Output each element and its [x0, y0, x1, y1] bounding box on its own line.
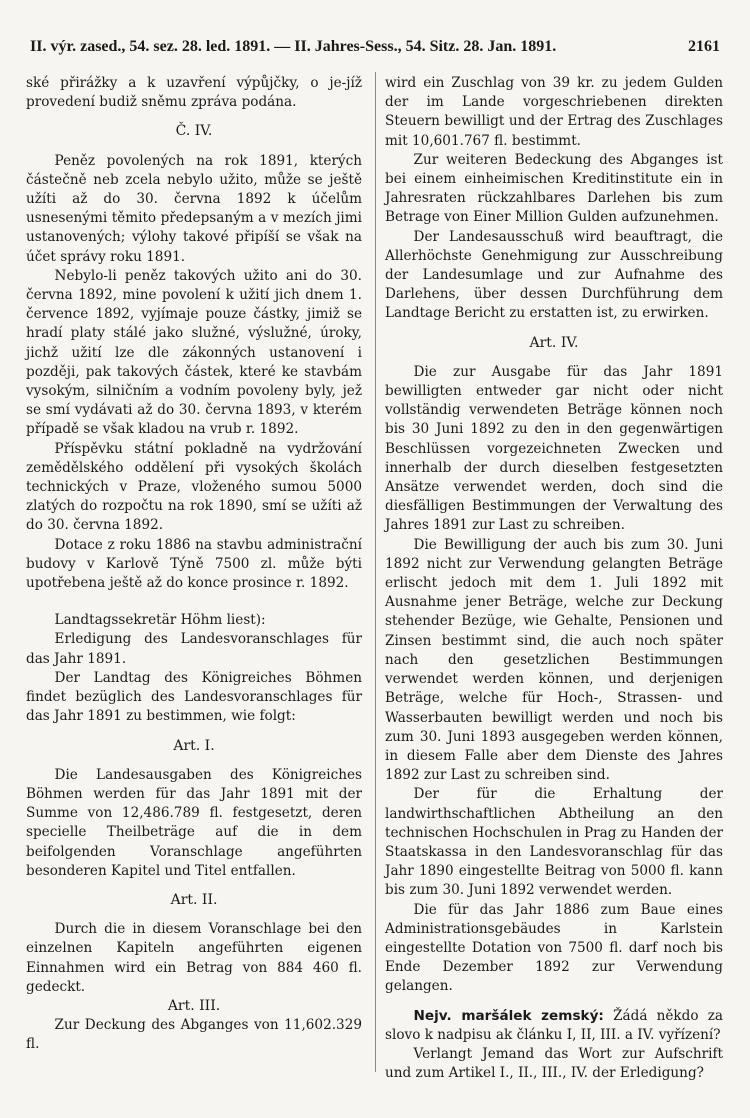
article-heading: Art. III.: [167, 997, 221, 1014]
paragraph: Nebylo-li peněz takových užito ani do 30. června 1892, mine povolení k užití jich dnem 1. července 1892, vyjímaje pouze částky, jimiž se hradí platy stálé jako služné, výslužné, úroky, jichž užití lze dle zákonných ustanovení i později, pak takových částek, které ke stavbám vysokým, silničním a vodním povoleny byly, jež se smí vydávati až do 30. června 1893, v kterém případě se však kladou na vrub r. 1892.: [26, 267, 362, 438]
paragraph: Der für die Erhaltung der landwirthschaftlichen Abtheilung an den technischen Hochschulen in Prag zu Handen der Staatskassa in den Landesvoranschlag für das Jahr 1890 eingestellte Beitrag von 5000 fl. kann bis zum 30. Juni 1892 verwendet werden.: [385, 786, 723, 899]
article-heading: Art. IV.: [529, 334, 579, 351]
section-heading: Č. IV.: [175, 123, 213, 140]
paragraph: Verlangt Jemand das Wort zur Aufschrift und zum Artikel I., II., III., IV. der Erledigung?: [385, 1045, 723, 1082]
czech-column: [26, 74, 362, 1055]
german-column: [385, 74, 723, 1083]
paragraph: Peněz povolených na rok 1891, kterých částečně neb zcela nebylo užito, může se ještě užíti až do 30. června 1892 k účelům usnesenými těmito předepsaným a v mezích jimi ustanovených; výlohy takové připíší se však na účet správy roku 1891.: [26, 152, 362, 265]
speaker-line: Landtagssekretär Höhm liest):: [54, 612, 266, 629]
speaker-paragraph: [385, 1007, 723, 1045]
paragraph: Die Bewilligung der auch bis zum 30. Juni 1892 nicht zur Verwendung gelangten Beträge erlischt jedoch mit dem 1. Juli 1892 mit Ausnahme jener Beträge, welche zur Deckung stehender Bezüge, wie Gehalte, Pensionen und Zinsen bestimmt sind, die auch noch später nach den gesetzlichen Bestimmungen verwendet werden können, und derjenigen Beträge, welche für Hoch-, Strassen- und Wasserbauten bewilligt werden und noch bis zum 30. Juni 1893 ausgegeben werden können, in diesem Falle aber dem Dienste des Jahres 1892 zur Last zu schreiben sind.: [385, 536, 723, 784]
running-header: [30, 38, 720, 60]
paragraph: Zur Deckung des Abganges von 11,602.329 fl.: [26, 1017, 362, 1053]
paragraph: wird ein Zuschlag von 39 kr. zu jedem Gulden der im Lande vorgeschriebenen direkten Steuern bewilligt und der Ertrag des Zuschlages mit 10,601.767 fl. bestimmt.: [385, 75, 723, 149]
paragraph: Die zur Ausgabe für das Jahr 1891 bewilligten entweder gar nicht oder nicht vollständig verwendeten Beträge können noch bis 30 Juni 1892 zu den in den gegenwärtigen Beschlüssen vorgezeichneten Zwecken und innerhalb der durch dieselben festgesetzten Ansätze verwendet werden, doch sind die diesfälligen Bestimmungen der Verwaltung des Jahres 1891 zur Last zu schreiben.: [385, 363, 723, 534]
paragraph: ské přirážky a k uzavření výpůjčky, o je-jíž provedení budiž sněmu zpráva podána.: [26, 75, 362, 111]
paragraph: Erledigung des Landesvoranschlages für das Jahr 1891.: [26, 631, 362, 667]
header-session-info: II. výr. zased., 54. sez. 28. led. 1891. — II. Jahres-Sess., 54. Sitz. 28. Jan. 1891.: [30, 38, 557, 55]
paragraph: Zur weiteren Bedeckung des Abganges ist bei einem einheimischen Kreditinstitute ein in Jahresraten rückzahlbares Darlehen bis zum Betrage von Einer Million Gulden aufzunehmen.: [385, 151, 723, 226]
paragraph: Der Landtag des Königreiches Böhmen findet bezüglich des Landesvoranschlages für das Jahr 1891 zu bestimmen, wie folgt:: [26, 669, 362, 725]
paragraph: Die Landesausgaben des Königreiches Böhmen werden für das Jahr 1891 mit der Summe von 12,486.789 fl. festgesetzt, deren specielle Theilbeträge auf die in dem beifolgenden Voranschlage angeführten besonderen Kapitel und Titel entfallen.: [26, 766, 362, 879]
paragraph: Die für das Jahr 1886 zum Baue eines Administrationsgebäudes in Karlstein eingestellte Dotation von 7500 fl. darf noch bis Ende Dezember 1892 zur Verwendung gelangen.: [385, 901, 723, 995]
page-number: 2161: [688, 38, 720, 55]
article-heading: Art. I.: [173, 737, 215, 754]
speaker-text: Žádá někdo za slovo k nadpisu ak článku I, II, III. a IV. vyřízení?: [385, 1007, 723, 1043]
paragraph: Příspěvku státní pokladně na vydržování zemědělského oddělení při vysokých školách technických v Praze, vloženého sumou 5000 zlatých do rozpočtu na rok 1890, smí se užíti až do 30. června 1892.: [26, 440, 362, 534]
column-divider: [375, 72, 376, 1072]
article-heading: Art. II.: [170, 891, 218, 908]
paragraph: Durch die in diesem Voranschlage bei den einzelnen Kapiteln angeführten eigenen Einnahmen wird ein Betrag von 884 460 fl. gedeckt.: [26, 921, 362, 995]
paragraph: Dotace z roku 1886 na stavbu administrační budovy v Karlově Týně 7500 zl. může býti upotřebena ještě až do konce prosince r. 1892.: [26, 536, 362, 592]
paragraph: Der Landesausschuß wird beauftragt, die Allerhöchste Genehmigung zur Ausschreibung der Landesumlage und zur Aufnahme des Darlehens, über dessen Durchführung dem Landtage Bericht zu erstatten ist, zu erwirken.: [385, 228, 723, 322]
speaker-name: Nejv. maršálek zemský:: [413, 1007, 604, 1024]
